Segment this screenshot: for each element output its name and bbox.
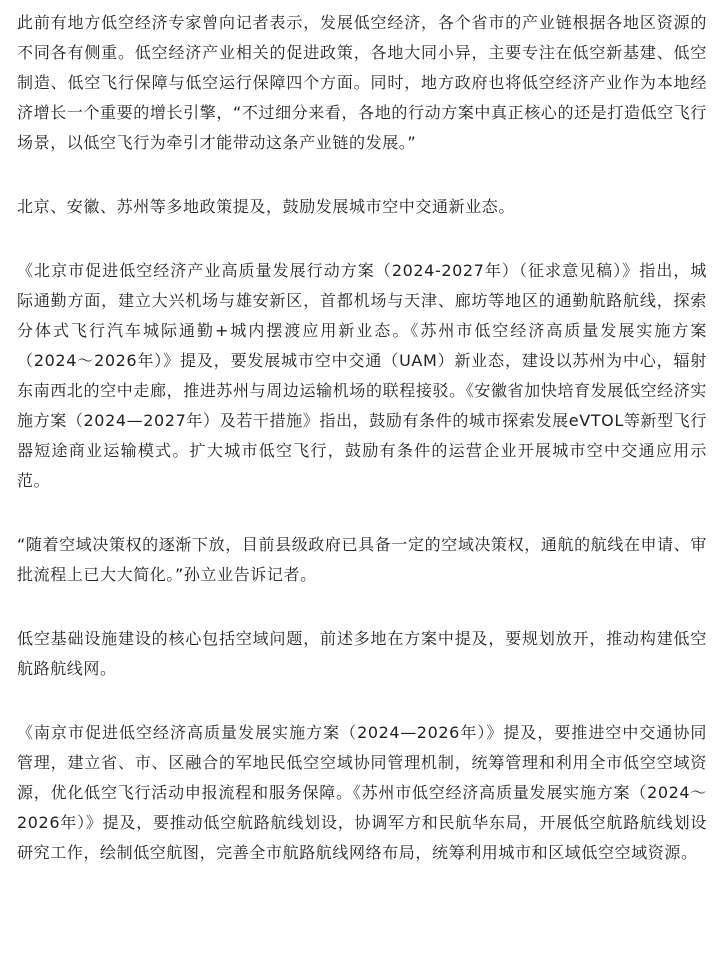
paragraph-expert-view: 此前有地方低空经济专家曾向记者表示，发展低空经济，各个省市的产业链根据各地区资源的不同各有侧重。低空经济产业相关的促进政策，各地大同小异，主要专注在低空新基建、低空制造、低空飞行保障与低空运行保障四个方面。同时，地方政府也将低空经济产业作为本地经济增长一个重要的增长引擎，“不过细分来看，各地的行动方案中真正核心的还是打造低空飞行场景，以低空飞行为牵引才能带动这条产业链的发展。” (17, 13, 707, 152)
paragraph-urban-air-policies: 北京、安徽、苏州等多地政策提及，鼓励发展城市空中交通新业态。 (17, 197, 516, 216)
paragraph-airspace-infrastructure: 低空基础设施建设的核心包括空域问题，前述多地在方案中提及，要规划放开，推动构建低空航路航线网。 (17, 629, 707, 678)
paragraph-route-planning: 《南京市促进低空经济高质量发展实施方案（2024—2026年）》提及，要推进空中交通协同管理，建立省、市、区融合的军地民低空空域协同管理机制，统筹管理和利用全市低空空域资源，优化低空飞行活动申报流程和服务保障。《苏州市低空经济高质量发展实施方案（2024～2026年）》提及，要推动低空航路航线划设，协调军方和民航华东局，开展低空航路航线划设研究工作，绘制低空航图，完善全市航路航线网络布局，统筹利用城市和区域低空空域资源。 (17, 723, 707, 862)
article-body (17, 0, 707, 868)
paragraph-city-plans: 《北京市促进低空经济产业高质量发展行动方案（2024-2027年）（征求意见稿）》指出，城际通勤方面，建立大兴机场与雄安新区，首都机场与天津、廊坊等地区的通勤航路航线，探索分体式飞行汽车城际通勤+城内摆渡应用新业态。《苏州市低空经济高质量发展实施方案（2024～2026年）》提及，要发展城市空中交通（UAM）新业态，建设以苏州为中心，辐射东南西北的空中走廊，推进苏州与周边运输机场的联程接驳。《安徽省加快培育发展低空经济实施方案（2024—2027年）及若干措施》指出，鼓励有条件的城市探索发展eVTOL等新型飞行器短途商业运输模式。扩大城市低空飞行，鼓励有条件的运营企业开展城市空中交通应用示范。 (17, 261, 707, 490)
paragraph-airspace-quote: “随着空域决策权的逐渐下放，目前县级政府已具备一定的空域决策权，通航的航线在申请、审批流程上已大大简化。”孙立业告诉记者。 (17, 535, 707, 584)
